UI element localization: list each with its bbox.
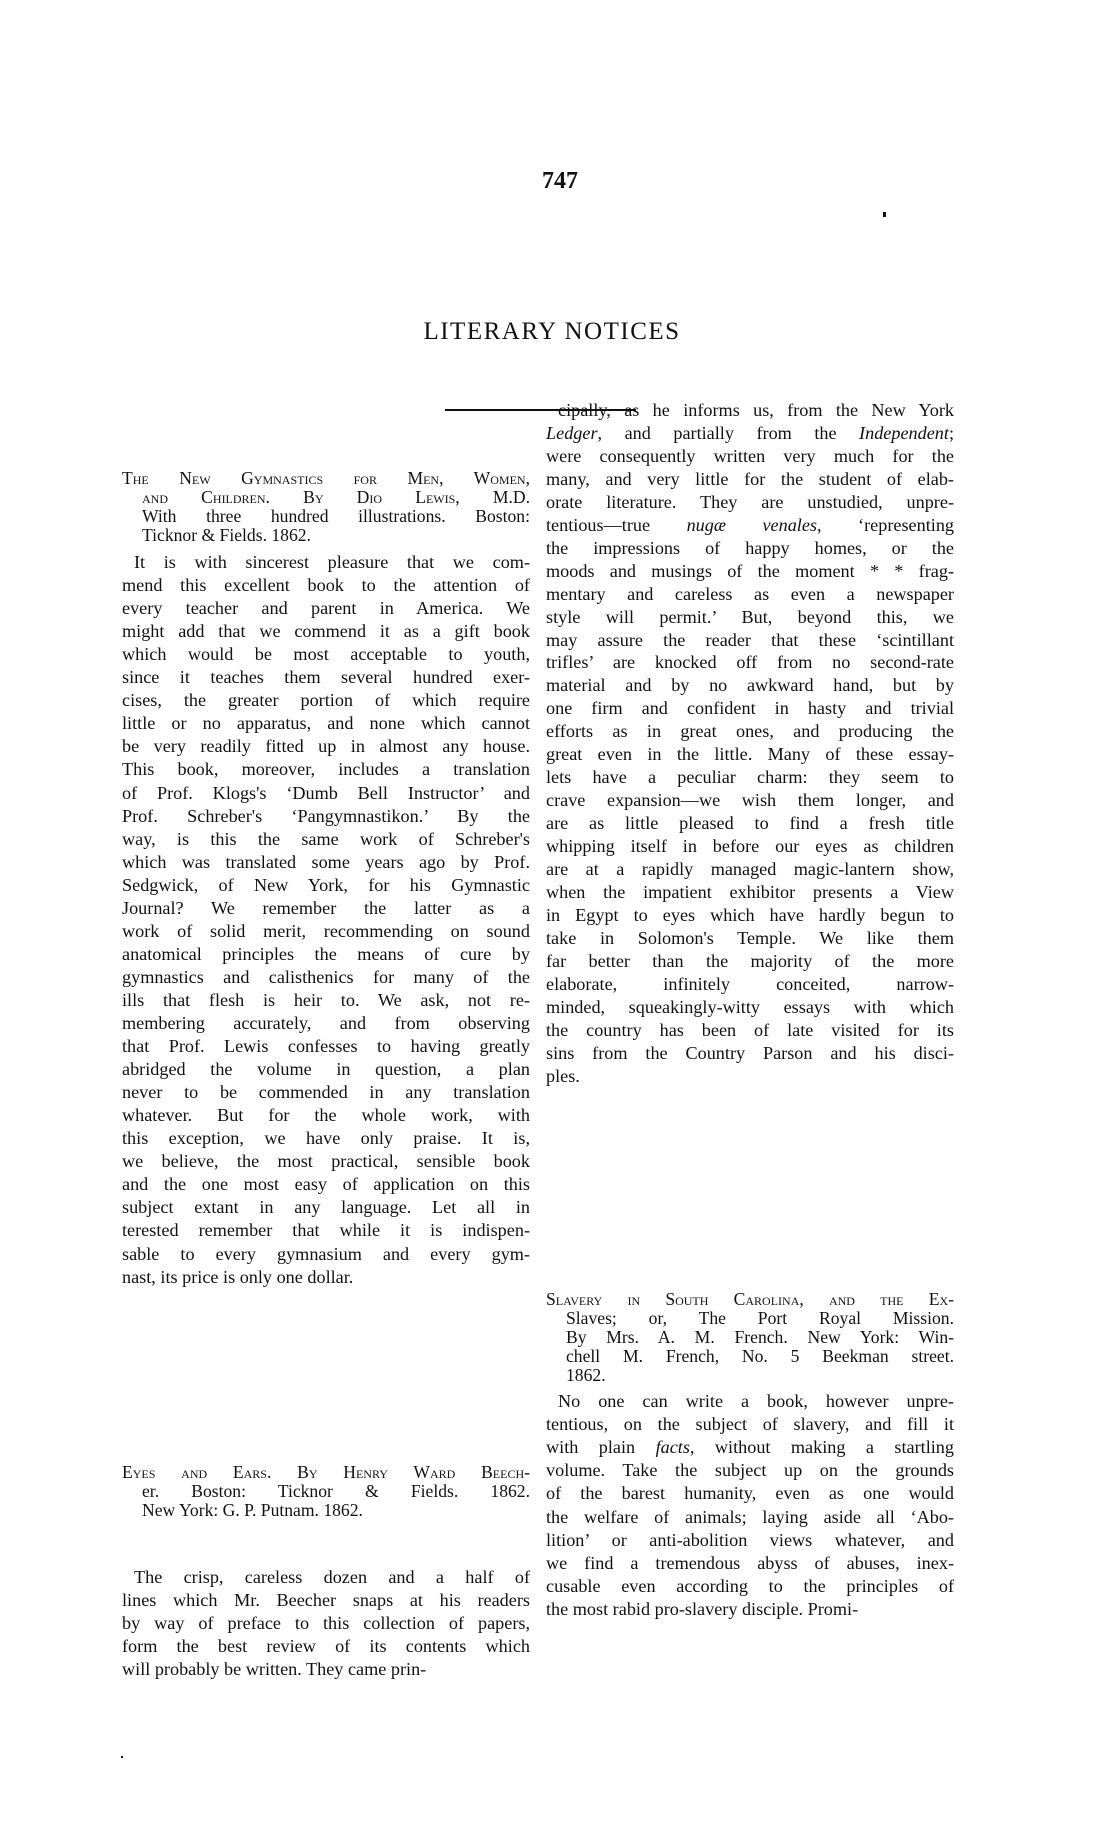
- body-line: subject extant in any language. Let all in: [122, 1197, 530, 1218]
- body-line: this exception, we have only praise. It is,: [122, 1128, 530, 1149]
- body-line: never to be commended in any translation: [122, 1082, 530, 1103]
- section-title: [0, 318, 1120, 346]
- body-line: might add that we commend it as a gift book: [122, 621, 530, 642]
- body-line: that Prof. Lewis confesses to having greatly: [122, 1036, 530, 1057]
- body-line: whipping itself in before our eyes as children: [546, 836, 954, 857]
- body-line: whatever. But for the whole work, with: [122, 1105, 530, 1126]
- heading-line: New York: G. P. Putnam. 1862.: [142, 1500, 363, 1520]
- body-line: the country has been of late visited for its: [546, 1019, 954, 1040]
- body-line: cises, the greater portion of which require: [122, 690, 530, 711]
- body-line: every teacher and parent in America. We: [122, 598, 530, 619]
- heading-line: er. Boston: Ticknor & Fields. 1862.: [142, 1481, 530, 1501]
- body-line: great even in the little. Many of these essay-: [546, 744, 954, 765]
- heading-line: With three hundred illustrations. Boston:: [142, 506, 530, 526]
- body-line: may assure the reader that these ‘scintillant: [546, 629, 954, 650]
- body-line: Sedgwick, of New York, for his Gymnastic: [122, 874, 530, 895]
- body-line: trifles’ are knocked off from no second-rate: [546, 652, 954, 673]
- body-line: lets have a peculiar charm: they seem to: [546, 767, 954, 788]
- body-line: will probably be written. They came prin-: [122, 1659, 427, 1680]
- page-number: [0, 168, 1120, 195]
- body-line: Ledger, and partially from the Independent;: [546, 422, 954, 443]
- ink-speck: [121, 1756, 123, 1758]
- body-line: gymnastics and calisthenics for many of the: [122, 966, 530, 987]
- heading-line: Slavery in South Carolina, and the Ex-: [546, 1289, 954, 1309]
- body-line: orate literature. They are unstudied, unpre-: [546, 491, 954, 512]
- body-line: we believe, the most practical, sensible book: [122, 1151, 530, 1172]
- body-line: which would be most acceptable to youth,: [122, 644, 530, 665]
- body-line: the welfare of animals; laying aside all ‘Abo-: [546, 1506, 954, 1527]
- heading-line: The New Gymnastics for Men, Women,: [122, 468, 530, 488]
- body-line: are at a rapidly managed magic-lantern show,: [546, 859, 954, 879]
- ink-speck: [883, 212, 886, 217]
- body-line: take in Solomon's Temple. We like them: [546, 927, 954, 948]
- body-line: many, and very little for the student of elab-: [546, 468, 954, 489]
- body-line: form the best review of its contents which: [122, 1636, 530, 1657]
- body-line: efforts as in great ones, and producing the: [546, 721, 954, 742]
- body-line: The crisp, careless dozen and a half of: [134, 1567, 530, 1587]
- body-line: mentary and careless as even a newspaper: [546, 583, 954, 604]
- body-line: are as little pleased to find a fresh title: [546, 813, 954, 834]
- body-line: of the barest humanity, even as one would: [546, 1483, 954, 1504]
- body-line: we find a tremendous abyss of abuses, inex-: [546, 1552, 954, 1573]
- body-line: the impressions of happy homes, or the: [546, 537, 954, 558]
- heading-line: Eyes and Ears. By Henry Ward Beech-: [122, 1462, 530, 1482]
- heading-line: chell M. French, No. 5 Beekman street.: [566, 1346, 954, 1366]
- heading-line: and Children. By Dio Lewis, M.D.: [142, 487, 530, 507]
- body-line: the most rabid pro-slavery disciple. Promi-: [546, 1598, 859, 1619]
- page-number-text: 747: [542, 168, 578, 194]
- body-line: tentious—true nugæ venales, ‘representing: [546, 514, 955, 535]
- body-line: nast, its price is only one dollar.: [122, 1266, 354, 1287]
- body-line: of Prof. Klogs's ‘Dumb Bell Instructor’ and: [122, 782, 530, 803]
- body-line: This book, moreover, includes a translation: [122, 759, 530, 780]
- body-line: by way of preface to this collection of papers,: [122, 1613, 530, 1634]
- body-line: Journal? We remember the latter as a: [122, 897, 530, 918]
- body-line: little or no apparatus, and none which cannot: [122, 713, 530, 734]
- body-line: which was translated some years ago by Prof.: [122, 851, 530, 872]
- body-line: sins from the Country Parson and his disci-: [546, 1042, 954, 1063]
- body-line: style will permit.’ But, beyond this, we: [546, 606, 954, 627]
- body-line: mend this excellent book to the attention of: [122, 575, 530, 596]
- body-line: with plain facts, without making a startling: [546, 1437, 954, 1458]
- body-line: terested remember that while it is indispen-: [122, 1220, 530, 1241]
- body-line: lines which Mr. Beecher snaps at his readers: [122, 1590, 530, 1611]
- body-line: material and by no awkward hand, but by: [546, 675, 954, 696]
- body-line: one firm and confident in hasty and trivial: [546, 698, 954, 719]
- body-line: crave expansion—we wish them longer, and: [546, 790, 954, 811]
- body-line: since it teaches them several hundred exer-: [122, 667, 530, 688]
- body-line: volume. Take the subject up on the grounds: [546, 1460, 954, 1481]
- body-line: membering accurately, and from observing: [122, 1013, 530, 1033]
- heading-line: Ticknor & Fields. 1862.: [142, 525, 311, 545]
- body-line: It is with sincerest pleasure that we com-: [134, 552, 530, 572]
- body-line: be very readily fitted up in almost any house.: [122, 736, 530, 757]
- body-line: anatomical principles the means of cure by: [122, 943, 530, 964]
- body-line: tentious, on the subject of slavery, and fill it: [546, 1414, 954, 1435]
- body-line: cipally, as he informs us, from the New York: [558, 400, 954, 420]
- body-line: and the one most easy of application on this: [122, 1174, 530, 1195]
- heading-line: 1862.: [566, 1365, 606, 1385]
- body-line: sable to every gymnasium and every gym-: [122, 1243, 530, 1264]
- body-line: ples.: [546, 1065, 580, 1086]
- body-line: were consequently written very much for the: [546, 445, 954, 466]
- body-line: work of solid merit, recommending on sound: [122, 920, 530, 941]
- body-line: No one can write a book, however unpre-: [558, 1391, 954, 1411]
- body-line: moods and musings of the moment * * frag-: [546, 560, 954, 581]
- body-line: ills that flesh is heir to. We ask, not re-: [122, 989, 530, 1010]
- body-line: when the impatient exhibitor presents a View: [546, 881, 954, 902]
- body-line: elaborate, infinitely conceited, narrow-: [546, 973, 954, 994]
- body-line: cusable even according to the principles of: [546, 1575, 954, 1596]
- body-line: way, is this the same work of Schreber's: [122, 828, 530, 849]
- body-line: in Egypt to eyes which have hardly begun to: [546, 904, 954, 925]
- body-line: abridged the volume in question, a plan: [122, 1059, 530, 1080]
- heading-line: By Mrs. A. M. French. New York: Win-: [566, 1327, 954, 1347]
- body-line: lition’ or anti-abolition views whatever, and: [546, 1529, 954, 1550]
- section-title-text: LITERARY NOTICES: [423, 318, 681, 345]
- body-line: far better than the majority of the more: [546, 950, 954, 971]
- body-line: minded, squeakingly-witty essays with which: [546, 996, 954, 1017]
- heading-line: Slaves; or, The Port Royal Mission.: [566, 1308, 954, 1328]
- body-line: Prof. Schreber's ‘Pangymnastikon.’ By the: [122, 805, 530, 826]
